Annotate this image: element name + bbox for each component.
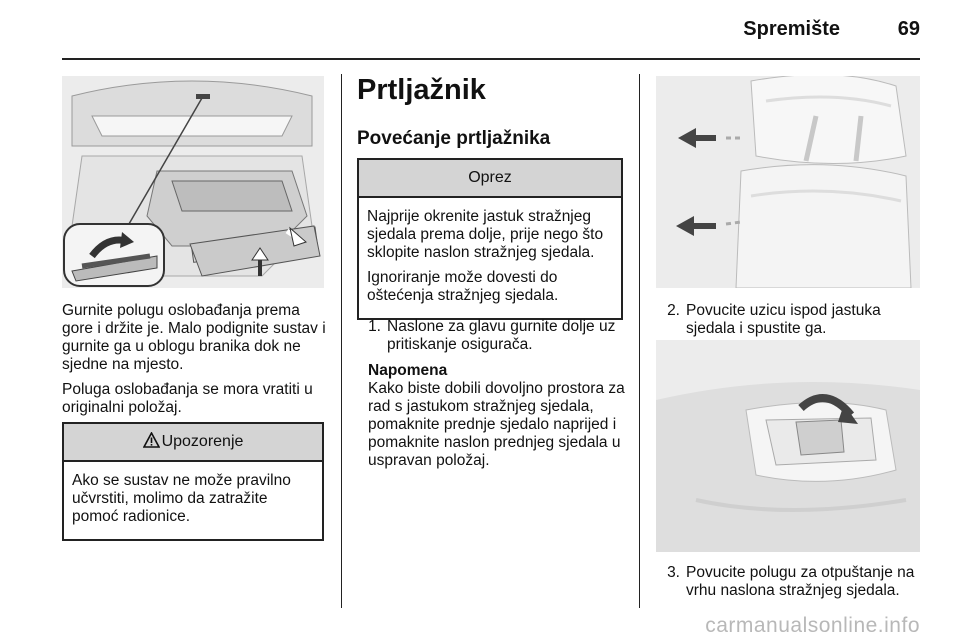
warning-triangle-icon: [143, 426, 160, 462]
warning-title: Upozorenje: [161, 433, 244, 450]
figure-headrest-drawing: [656, 76, 920, 288]
column-divider-right: [639, 74, 640, 608]
step-number: 3.: [667, 564, 680, 581]
step-3: [656, 564, 924, 600]
section-subheading: Povećanje prtljažnika: [357, 128, 551, 149]
warning-header: [64, 424, 322, 462]
note-text: Kako biste dobili dovoljno prostora za rad s jastukom stražnjeg sjedala, pomaknite prednje sjedalo naprijed i pomaknite naslon prednjeg sjedala u uspravan položaj.: [368, 380, 625, 469]
warning-text: Ako se sustav ne može pravilno učvrstiti, molimo da zatražite pomoć radionice.: [72, 472, 291, 525]
step-number: 1.: [368, 318, 381, 335]
figure-bumper-carrier-drawing: [62, 76, 324, 288]
caution-paragraph-1: Najprije okrenite jastuk stražnjeg sjedala prema dolje, prije nego što sklopite naslon stražnjeg sjedala.: [367, 208, 604, 261]
page-number: 69: [897, 18, 920, 40]
step-1: [357, 318, 625, 354]
caution-box: [357, 158, 623, 320]
watermark: carmanualsonline.info: [705, 614, 920, 637]
figure-cushion-drawing: [656, 340, 920, 552]
step-2: [656, 302, 924, 338]
step-text: Povucite polugu za otpuštanje na vrhu naslona stražnjeg sjedala.: [686, 564, 915, 599]
warning-body: [64, 462, 322, 539]
step-number: 2.: [667, 302, 680, 319]
header-rule: [62, 58, 920, 60]
step-text: Povucite uzicu ispod jastuka sjedala i spustite ga.: [686, 302, 881, 337]
section-title: Spremište: [743, 18, 840, 40]
caution-header: Oprez: [359, 160, 621, 198]
figure-bumper-carrier: [62, 76, 324, 288]
warning-box: [62, 422, 324, 541]
figure-seat-cushion-strap: [656, 340, 920, 552]
caution-paragraph-2: Ignoriranje može dovesti do oštećenja stražnjeg sjedala.: [367, 269, 559, 304]
figure-headrest-arrows: [656, 76, 920, 288]
paragraph-release-lever: Gurnite polugu oslobađanja prema gore i držite je. Malo podignite sustav i gurnite ga u oblogu branika dok ne sjedne na mjesto.: [62, 302, 326, 373]
left-text: [62, 302, 327, 424]
note-block: [368, 362, 630, 470]
step-text: Naslone za glavu gurnite dolje uz pritiskanje osigurača.: [387, 318, 616, 353]
column-divider-left: [341, 74, 342, 608]
note-title: Napomena: [368, 362, 448, 379]
section-heading: Prtljažnik: [357, 74, 486, 106]
caution-body: [359, 198, 621, 318]
paragraph-lever-return: Poluga oslobađanja se mora vratiti u originalni položaj.: [62, 381, 313, 416]
